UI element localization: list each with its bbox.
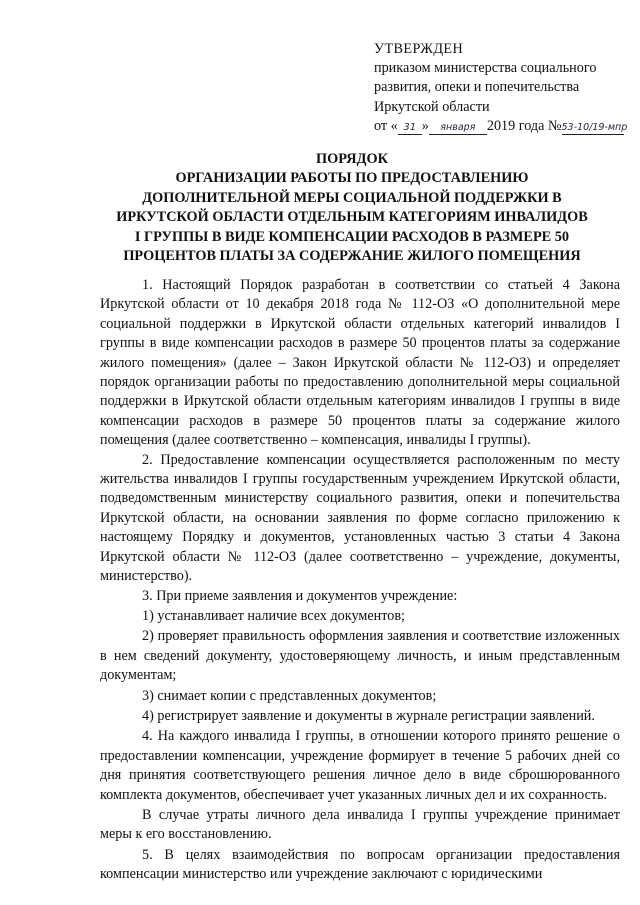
paragraph-3: 3. При приеме заявления и документов учреждение: [142,587,458,604]
list-item: 1) устанавливает наличие всех документов; [142,607,405,624]
date-prefix: от « [374,117,398,134]
approval-line: приказом министерства социального [374,60,597,77]
title-line: ПРОЦЕНТОВ ПЛАТЫ ЗА СОДЕРЖАНИЕ ЖИЛОГО ПОМЕЩЕНИЯ [123,248,581,265]
title-line: ДОПОЛНИТЕЛЬНОЙ МЕРЫ СОЦИАЛЬНОЙ ПОДДЕРЖКИ В [142,189,562,206]
paragraph-2: 2. Предоставление компенсации осуществляется расположенным по месту жительства инвалидов I группы государственным учреждением Иркутской области, подведомственным министерству социального развития, опеки и попечительства Иркутской области, на основании заявления по форме согласно приложению к настоящему Порядку и документов, установленных частью 3 статьи 4 Закона Иркутской области № 112-ОЗ (далее соответственно – учреждение, документы, министерство). [100,451,620,585]
document-title [96,150,608,266]
paragraph-4: 4. На каждого инвалида I группы, в отношении которого принято решение о предоставлении компенсации, учреждение формирует в течение 5 рабочих дней со дня принятия соответствующего решения личное дело в виде сброшюрованного комплекта документов, обеспечивает учет указанных личных дел и их сохранность. [100,728,620,803]
title-line: ОРГАНИЗАЦИИ РАБОТЫ ПО ПРЕДОСТАВЛЕНИЮ [175,170,529,187]
approval-line: Иркутской области [374,98,490,115]
date-year: 2019 года № [486,117,562,134]
approval-title: УТВЕРЖДЕН [374,41,464,57]
paragraph-1: 1. Настоящий Порядок разработан в соответствии со статьей 4 Закона Иркутской области от 10 декабря 2018 года № 112-ОЗ «О дополнительной мере социальной поддержки в Иркутской области отдельных категорий инвалидов I группы в виде компенсации расходов в размере 50 процентов платы за содержание жилого помещения» (далее – Закон Иркутской области № 112-ОЗ) и определяет порядок организации работы по предоставлению дополнительной меры социальной поддержки в Иркутской области отдельным категориям инвалидов I группы в виде компенсации расходов в размере 50 процентов платы за содержание жилого помещения (далее соответственно – компенсация, инвалиды I группы). [100,277,620,449]
list-item: 2) проверяет правильность оформления заявления и соответствие изложенных в нем сведений документу, удостоверяющему личность, и иным представленным документам; [100,628,620,684]
document-body [100,276,620,885]
title-line: ПОРЯДОК [316,151,388,167]
list-item: 3) снимает копии с представленных документов; [142,687,437,704]
handwritten-order-number: 53-10/19-мпр [561,121,628,133]
approval-date-line [374,117,636,136]
title-line: I ГРУППЫ В ВИДЕ КОМПЕНСАЦИИ РАСХОДОВ В РАЗМЕРЕ 50 [134,228,570,245]
handwritten-day: 31 [398,121,422,135]
date-mid: » [421,117,429,134]
approval-stamp-block [374,40,636,136]
title-line: ИРКУТСКОЙ ОБЛАСТИ ОТДЕЛЬНЫМ КАТЕГОРИЯМ ИНВАЛИДОВ [116,209,588,226]
approval-line: развития, опеки и попечительства [374,79,580,96]
paragraph-4-note: В случае утраты личного дела инвалида I группы учреждение принимает меры к его восстановлению. [100,806,620,843]
paragraph-5: 5. В целях взаимодействия по вопросам организации предоставления компенсации министерство или учреждение заключают с юридическими [100,846,620,883]
handwritten-month: января [429,121,487,135]
list-item: 4) регистрирует заявление и документы в журнале регистрации заявлений. [142,707,595,724]
